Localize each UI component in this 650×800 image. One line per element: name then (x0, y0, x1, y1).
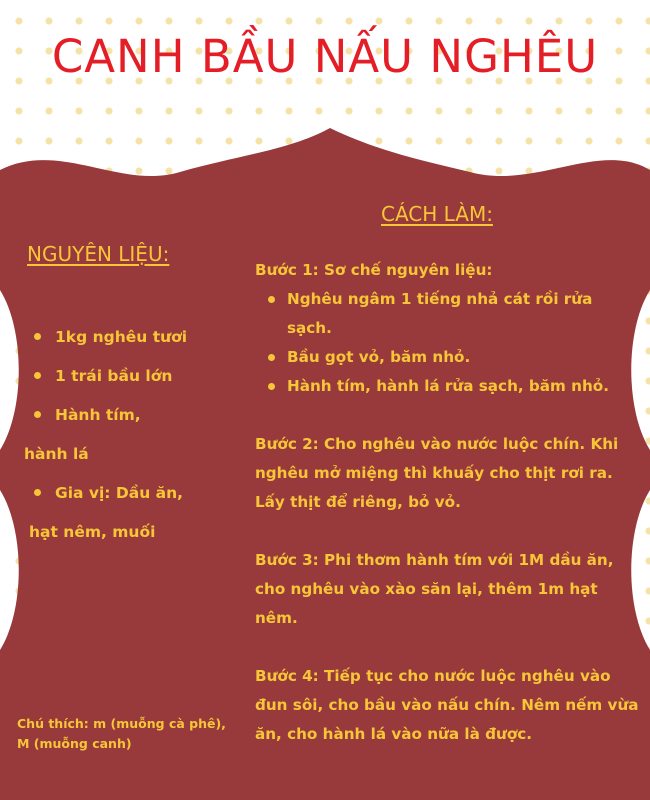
bullet-icon (268, 383, 275, 390)
ingredient-item-continuation: hạt nêm, muối (29, 523, 156, 541)
step-4: Bước 4: Tiếp tục cho nước luộc nghêu vào đun sôi, cho bầu vào nấu chín. Nêm nếm vừa ăn, cho hành lá vào nữa là được. (255, 667, 639, 743)
bullet-icon (34, 489, 41, 496)
step-1-list (255, 285, 640, 401)
ingredients-heading: NGUYÊN LIỆU: (27, 242, 170, 266)
ingredient-item: Gia vị: Dầu ăn, (24, 474, 224, 513)
bullet-icon (34, 333, 41, 340)
ingredient-item-continuation: hành lá (24, 445, 89, 463)
step-2: Bước 2: Cho nghêu vào nước luộc chín. Khi nghêu mở miệng thì khuấy cho thịt rơi ra. Lấy thịt để riêng, bỏ vỏ. (255, 435, 619, 511)
ingredient-item: 1kg nghêu tươi (24, 318, 224, 357)
bullet-icon (268, 354, 275, 361)
bullet-icon (34, 411, 41, 418)
step-1-item: Hành tím, hành lá rửa sạch, băm nhỏ. (255, 372, 640, 401)
ingredients-list (24, 318, 224, 552)
step-1-item: Bầu gọt vỏ, băm nhỏ. (255, 343, 640, 372)
page-title: CANH BẦU NẤU NGHÊU (51, 30, 599, 83)
bullet-icon (268, 296, 275, 303)
bullet-icon (34, 372, 41, 379)
ingredient-item: 1 trái bầu lớn (24, 357, 224, 396)
method-steps (255, 256, 640, 749)
ingredient-item: Hành tím, (24, 396, 224, 435)
method-heading: CÁCH LÀM: (381, 202, 493, 226)
footnote: Chú thích: m (muỗng cà phê), M (muỗng canh) (17, 716, 226, 751)
step-1-item: Nghêu ngâm 1 tiếng nhả cát rồi rửa sạch. (255, 285, 640, 343)
step-3: Bước 3: Phi thơm hành tím với 1M dầu ăn, cho nghêu vào xào săn lại, thêm 1m hạt nêm. (255, 551, 614, 627)
step-1-title: Bước 1: Sơ chế nguyên liệu: (255, 261, 493, 279)
